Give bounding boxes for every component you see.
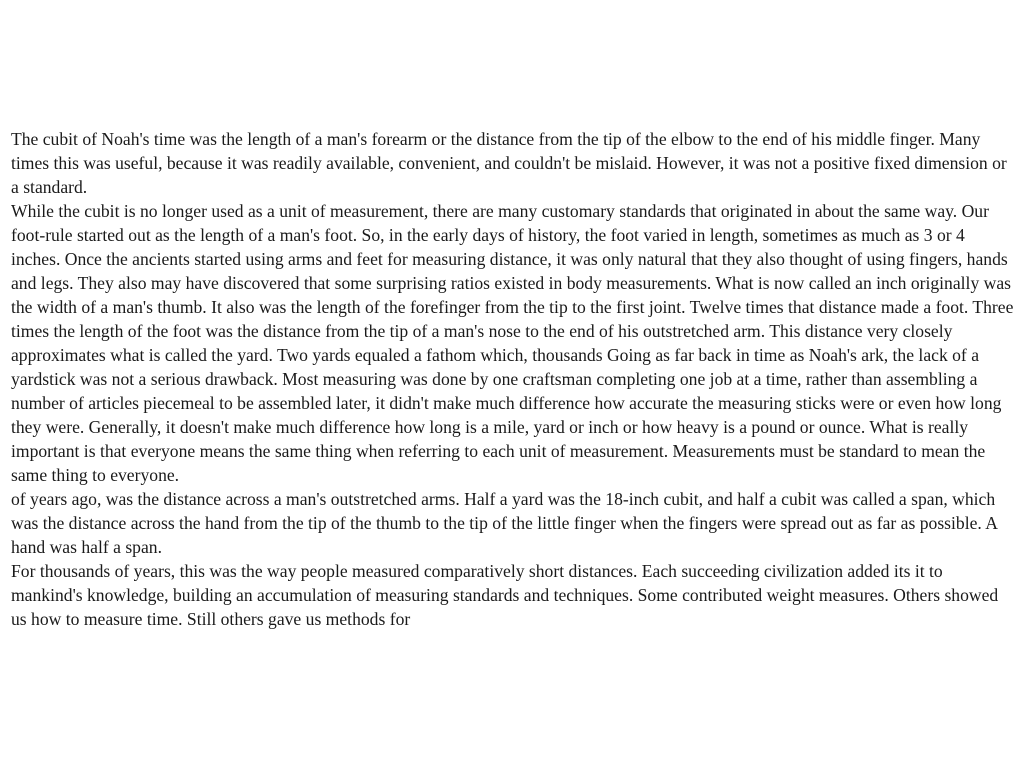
paragraph-fathom-span: of years ago, was the distance across a man's outstretched arms. Half a yard was the 18-inch cubit, and half a cubit was called a span, which was the distance across the hand from the tip of the thumb to the tip of the little finger when the fingers were spread out as far as possible. A hand was half a span. xyxy=(11,489,997,557)
paragraph-civilizations: For thousands of years, this was the way people measured comparatively short distances. Each succeeding civilization added its it to mankind's knowledge, building an accumulation of measuring standards and techniques. Some contributed weight measures. Others showed us how to measure time. Still others gave us methods for xyxy=(11,561,999,629)
paragraph-cubit-definition: The cubit of Noah's time was the length of a man's forearm or the distance from the tip of the elbow to the end of his middle finger. Many times this was useful, because it was readily available, convenient, and couldn't be mislaid. However, it was not a positive fixed dimension or a standard. xyxy=(11,129,1007,197)
document-body xyxy=(11,127,1015,631)
paragraph-customary-standards: While the cubit is no longer used as a unit of measurement, there are many customary standards that originated in about the same way. Our foot-rule started out as the length of a man's foot. So, in the early days of history, the foot varied in length, sometimes as much as 3 or 4 inches. Once the ancients started using arms and feet for measuring distance, it was only natural that they also thought of using fingers, hands and legs. They also may have discovered that some surprising ratios existed in body measurements. What is now called an inch originally was the width of a man's thumb. It also was the length of the forefinger from the tip to the first joint. Twelve times that distance made a foot. Three times the length of the foot was the distance from the tip of a man's nose to the end of his outstretched arm. This distance very closely approximates what is called the yard. Two yards equaled a fathom which, thousands Going as far back in time as Noah's ark, the lack of a yardstick was not a serious drawback. Most measuring was done by one craftsman completing one job at a time, rather than assembling a number of articles piecemeal to be assembled later, it didn't make much difference how accurate the measuring sticks were or even how long they were. Generally, it doesn't make much difference how long is a mile, yard or inch or how heavy is a pound or ounce. What is really important is that everyone means the same thing when referring to each unit of measurement. Measurements must be standard to mean the same thing to everyone. xyxy=(11,201,1014,485)
